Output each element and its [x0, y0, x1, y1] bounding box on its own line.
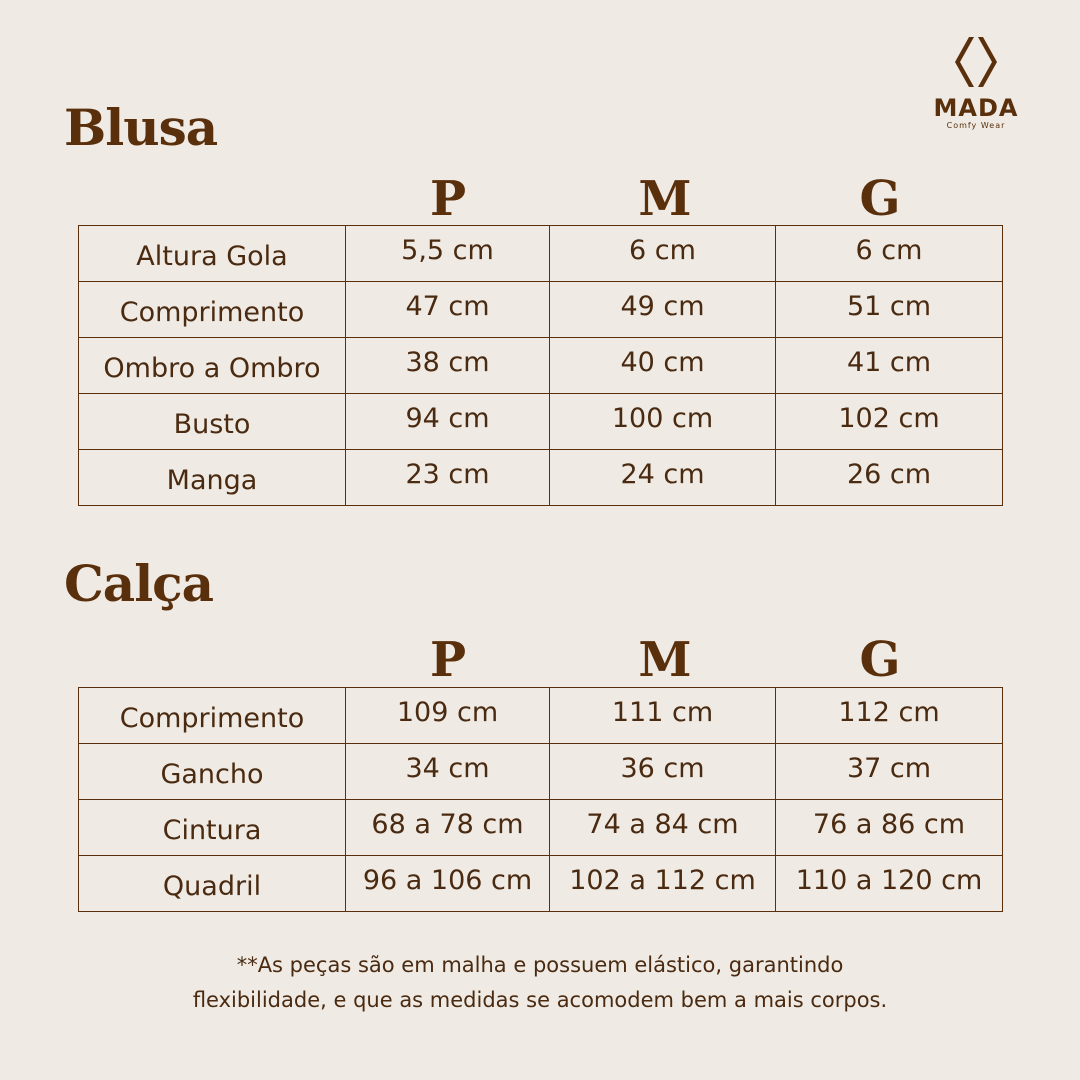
table-row: [79, 282, 1003, 338]
table-row: [79, 856, 1003, 912]
row-label: Ombro a Ombro: [79, 338, 346, 394]
table-row: [79, 338, 1003, 394]
blusa-size-m: M: [638, 171, 692, 227]
cell-m: 74 a 84 cm: [550, 800, 776, 856]
cell-g: 112 cm: [776, 688, 1003, 744]
cell-g: 51 cm: [776, 282, 1003, 338]
cell-g: 6 cm: [776, 226, 1003, 282]
cell-g: 26 cm: [776, 450, 1003, 506]
table-row: [79, 744, 1003, 800]
blusa-size-g: G: [859, 171, 901, 227]
cell-p: 38 cm: [346, 338, 550, 394]
calca-size-m: M: [638, 632, 692, 688]
cell-m: 111 cm: [550, 688, 776, 744]
cell-m: 6 cm: [550, 226, 776, 282]
blusa-size-table: [78, 225, 1003, 506]
blusa-size-p: P: [429, 171, 467, 227]
cell-p: 34 cm: [346, 744, 550, 800]
row-label: Cintura: [79, 800, 346, 856]
row-label: Altura Gola: [79, 226, 346, 282]
logo-brand: MADA: [933, 94, 1019, 122]
cell-m: 100 cm: [550, 394, 776, 450]
cell-p: 96 a 106 cm: [346, 856, 550, 912]
cell-m: 102 a 112 cm: [550, 856, 776, 912]
cell-p: 5,5 cm: [346, 226, 550, 282]
cell-p: 68 a 78 cm: [346, 800, 550, 856]
cell-p: 94 cm: [346, 394, 550, 450]
cell-g: 110 a 120 cm: [776, 856, 1003, 912]
table-row: [79, 800, 1003, 856]
calca-title: Calça: [64, 554, 214, 613]
table-row: [79, 688, 1003, 744]
row-label: Manga: [79, 450, 346, 506]
logo-tagline: Comfy Wear: [946, 121, 1006, 130]
mada-logo: [930, 34, 1022, 130]
cell-g: 37 cm: [776, 744, 1003, 800]
table-row: [79, 226, 1003, 282]
row-label: Gancho: [79, 744, 346, 800]
blusa-title: Blusa: [64, 98, 218, 157]
cell-g: 102 cm: [776, 394, 1003, 450]
cell-m: 24 cm: [550, 450, 776, 506]
diamond-chevrons-icon: [950, 34, 1002, 90]
cell-p: 23 cm: [346, 450, 550, 506]
cell-m: 36 cm: [550, 744, 776, 800]
cell-m: 49 cm: [550, 282, 776, 338]
cell-g: 76 a 86 cm: [776, 800, 1003, 856]
calca-size-table: [78, 687, 1003, 912]
calca-size-p: P: [429, 632, 467, 688]
footnote: [0, 948, 1080, 1018]
cell-p: 47 cm: [346, 282, 550, 338]
row-label: Comprimento: [79, 282, 346, 338]
row-label: Comprimento: [79, 688, 346, 744]
calca-size-g: G: [859, 632, 901, 688]
row-label: Busto: [79, 394, 346, 450]
cell-m: 40 cm: [550, 338, 776, 394]
cell-g: 41 cm: [776, 338, 1003, 394]
table-row: [79, 450, 1003, 506]
footnote-line-2: flexibilidade, e que as medidas se acomodem bem a mais corpos.: [192, 988, 888, 1012]
footnote-line-1: **As peças são em malha e possuem elástico, garantindo: [236, 953, 844, 977]
table-row: [79, 394, 1003, 450]
row-label: Quadril: [79, 856, 346, 912]
cell-p: 109 cm: [346, 688, 550, 744]
